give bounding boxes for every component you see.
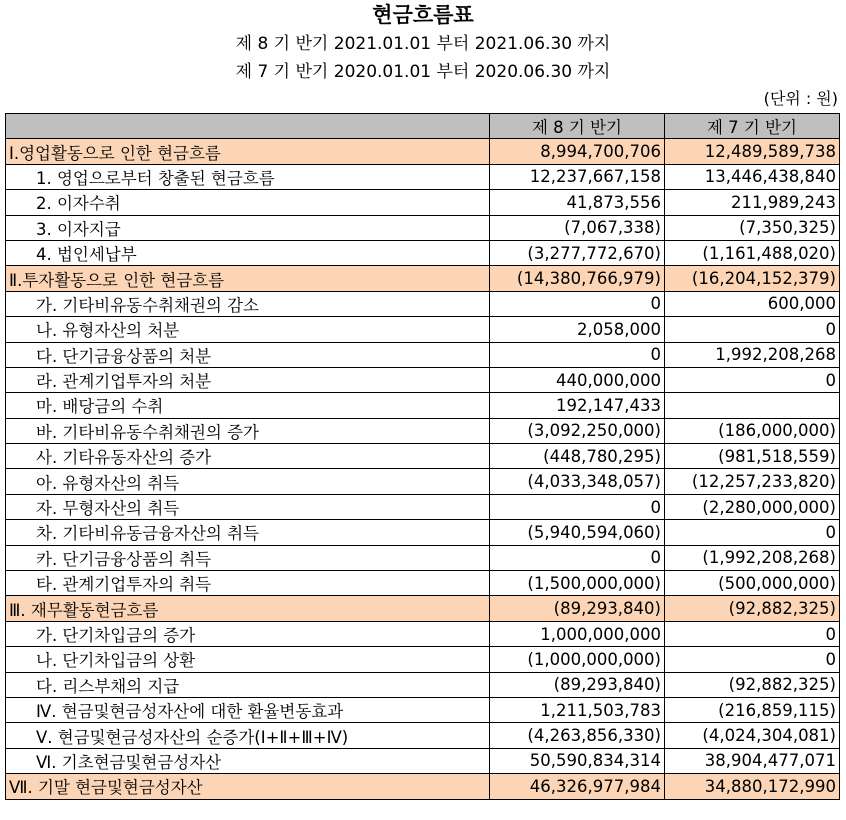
row-current-value: 1,000,000,000	[490, 621, 665, 646]
table-header-row	[6, 114, 840, 139]
header-label-cell	[6, 114, 490, 139]
table-row	[6, 571, 840, 596]
row-prior-value: 34,880,172,990	[665, 774, 840, 799]
row-label: 다. 단기금융상품의 처분	[6, 342, 490, 367]
row-prior-value: (4,024,304,081)	[665, 723, 840, 748]
row-prior-value: 0	[665, 520, 840, 545]
row-label: 1. 영업으로부터 창출된 현금흐름	[6, 164, 490, 189]
section-row	[6, 774, 840, 799]
row-current-value: (4,033,348,057)	[490, 469, 665, 494]
row-current-value: 2,058,000	[490, 317, 665, 342]
row-label: 자. 무형자산의 취득	[6, 494, 490, 519]
row-current-value: 50,590,834,314	[490, 748, 665, 773]
row-label: 타. 관계기업투자의 취득	[6, 571, 490, 596]
row-current-value: 8,994,700,706	[490, 139, 665, 164]
table-row	[6, 240, 840, 265]
row-current-value: 41,873,556	[490, 190, 665, 215]
row-prior-value: 38,904,477,071	[665, 748, 840, 773]
table-row	[6, 647, 840, 672]
row-prior-value: (7,350,325)	[665, 215, 840, 240]
row-prior-value: 13,446,438,840	[665, 164, 840, 189]
row-prior-value: (12,257,233,820)	[665, 469, 840, 494]
row-label: Ⅰ.영업활동으로 인한 현금흐름	[6, 139, 490, 164]
cash-flow-table	[5, 113, 840, 800]
row-prior-value: 0	[665, 647, 840, 672]
row-current-value: 12,237,667,158	[490, 164, 665, 189]
table-row	[6, 164, 840, 189]
unit-label: (단위 : 원)	[763, 89, 838, 108]
section-row	[6, 139, 840, 164]
section-row	[6, 596, 840, 621]
row-label: 가. 기타비유동수취채권의 감소	[6, 291, 490, 316]
row-current-value: 440,000,000	[490, 367, 665, 392]
row-prior-value: (500,000,000)	[665, 571, 840, 596]
row-label: 2. 이자수취	[6, 190, 490, 215]
table-row	[6, 342, 840, 367]
row-label: 마. 배당금의 수취	[6, 393, 490, 418]
row-prior-value: (1,992,208,268)	[665, 545, 840, 570]
row-prior-value: 600,000	[665, 291, 840, 316]
row-prior-value: (216,859,115)	[665, 697, 840, 722]
row-label: 3. 이자지급	[6, 215, 490, 240]
row-prior-value: (16,204,152,379)	[665, 266, 840, 291]
row-prior-value: (2,280,000,000)	[665, 494, 840, 519]
row-current-value: 0	[490, 494, 665, 519]
row-label: 아. 유형자산의 취득	[6, 469, 490, 494]
header-prior-period: 제 7 기 반기	[665, 114, 840, 139]
table-row	[6, 291, 840, 316]
row-label: Ⅴ. 현금및현금성자산의 순증가(Ⅰ+Ⅱ+Ⅲ+Ⅳ)	[6, 723, 490, 748]
table-row	[6, 494, 840, 519]
row-prior-value: 0	[665, 621, 840, 646]
row-current-value: (1,500,000,000)	[490, 571, 665, 596]
table-row	[6, 317, 840, 342]
row-prior-value: (1,161,488,020)	[665, 240, 840, 265]
row-prior-value: 12,489,589,738	[665, 139, 840, 164]
row-current-value: 0	[490, 545, 665, 570]
row-label: 바. 기타비유동수취채권의 증가	[6, 418, 490, 443]
report-header	[0, 0, 846, 112]
row-current-value: (89,293,840)	[490, 596, 665, 621]
table-row	[6, 418, 840, 443]
table-row	[6, 723, 840, 748]
row-label: 사. 기타유동자산의 증가	[6, 444, 490, 469]
row-label: 카. 단기금융상품의 취득	[6, 545, 490, 570]
row-label: 4. 법인세납부	[6, 240, 490, 265]
table-row	[6, 621, 840, 646]
row-current-value: (5,940,594,060)	[490, 520, 665, 545]
row-current-value: 1,211,503,783	[490, 697, 665, 722]
table-row	[6, 545, 840, 570]
table-row	[6, 697, 840, 722]
table-row	[6, 215, 840, 240]
table-row	[6, 520, 840, 545]
table-row	[6, 748, 840, 773]
row-current-value: 0	[490, 342, 665, 367]
table-row	[6, 367, 840, 392]
row-current-value: (14,380,766,979)	[490, 266, 665, 291]
row-label: Ⅶ. 기말 현금및현금성자산	[6, 774, 490, 799]
row-label: 다. 리스부채의 지급	[6, 672, 490, 697]
row-current-value: 46,326,977,984	[490, 774, 665, 799]
row-current-value: (3,277,772,670)	[490, 240, 665, 265]
row-prior-value: (92,882,325)	[665, 596, 840, 621]
table-row	[6, 190, 840, 215]
row-prior-value: (981,518,559)	[665, 444, 840, 469]
row-prior-value: 211,989,243	[665, 190, 840, 215]
table-row	[6, 444, 840, 469]
row-current-value: (4,263,856,330)	[490, 723, 665, 748]
row-current-value: (89,293,840)	[490, 672, 665, 697]
row-label: 가. 단기차입금의 증가	[6, 621, 490, 646]
row-current-value: (448,780,295)	[490, 444, 665, 469]
table-row	[6, 393, 840, 418]
table-row	[6, 469, 840, 494]
row-label: 나. 단기차입금의 상환	[6, 647, 490, 672]
period-prior: 제 7 기 반기 2020.01.01 부터 2020.06.30 까지	[235, 62, 611, 82]
report-title: 현금흐름표	[372, 2, 474, 27]
table-body	[6, 139, 840, 799]
row-prior-value: 0	[665, 317, 840, 342]
row-current-value: (7,067,338)	[490, 215, 665, 240]
row-label: Ⅲ. 재무활동현금흐름	[6, 596, 490, 621]
row-label: Ⅵ. 기초현금및현금성자산	[6, 748, 490, 773]
row-label: Ⅱ.투자활동으로 인한 현금흐름	[6, 266, 490, 291]
section-row	[6, 266, 840, 291]
row-label: 나. 유형자산의 처분	[6, 317, 490, 342]
row-current-value: 0	[490, 291, 665, 316]
row-label: 차. 기타비유동금융자산의 취득	[6, 520, 490, 545]
header-current-period: 제 8 기 반기	[490, 114, 665, 139]
row-prior-value: (186,000,000)	[665, 418, 840, 443]
row-prior-value	[665, 393, 840, 418]
table-row	[6, 672, 840, 697]
row-label: 라. 관계기업투자의 처분	[6, 367, 490, 392]
period-current: 제 8 기 반기 2021.01.01 부터 2021.06.30 까지	[235, 34, 611, 54]
row-current-value: (3,092,250,000)	[490, 418, 665, 443]
row-current-value: (1,000,000,000)	[490, 647, 665, 672]
row-prior-value: 0	[665, 367, 840, 392]
row-prior-value: 1,992,208,268	[665, 342, 840, 367]
row-current-value: 192,147,433	[490, 393, 665, 418]
row-prior-value: (92,882,325)	[665, 672, 840, 697]
row-label: Ⅳ. 현금및현금성자산에 대한 환율변동효과	[6, 697, 490, 722]
